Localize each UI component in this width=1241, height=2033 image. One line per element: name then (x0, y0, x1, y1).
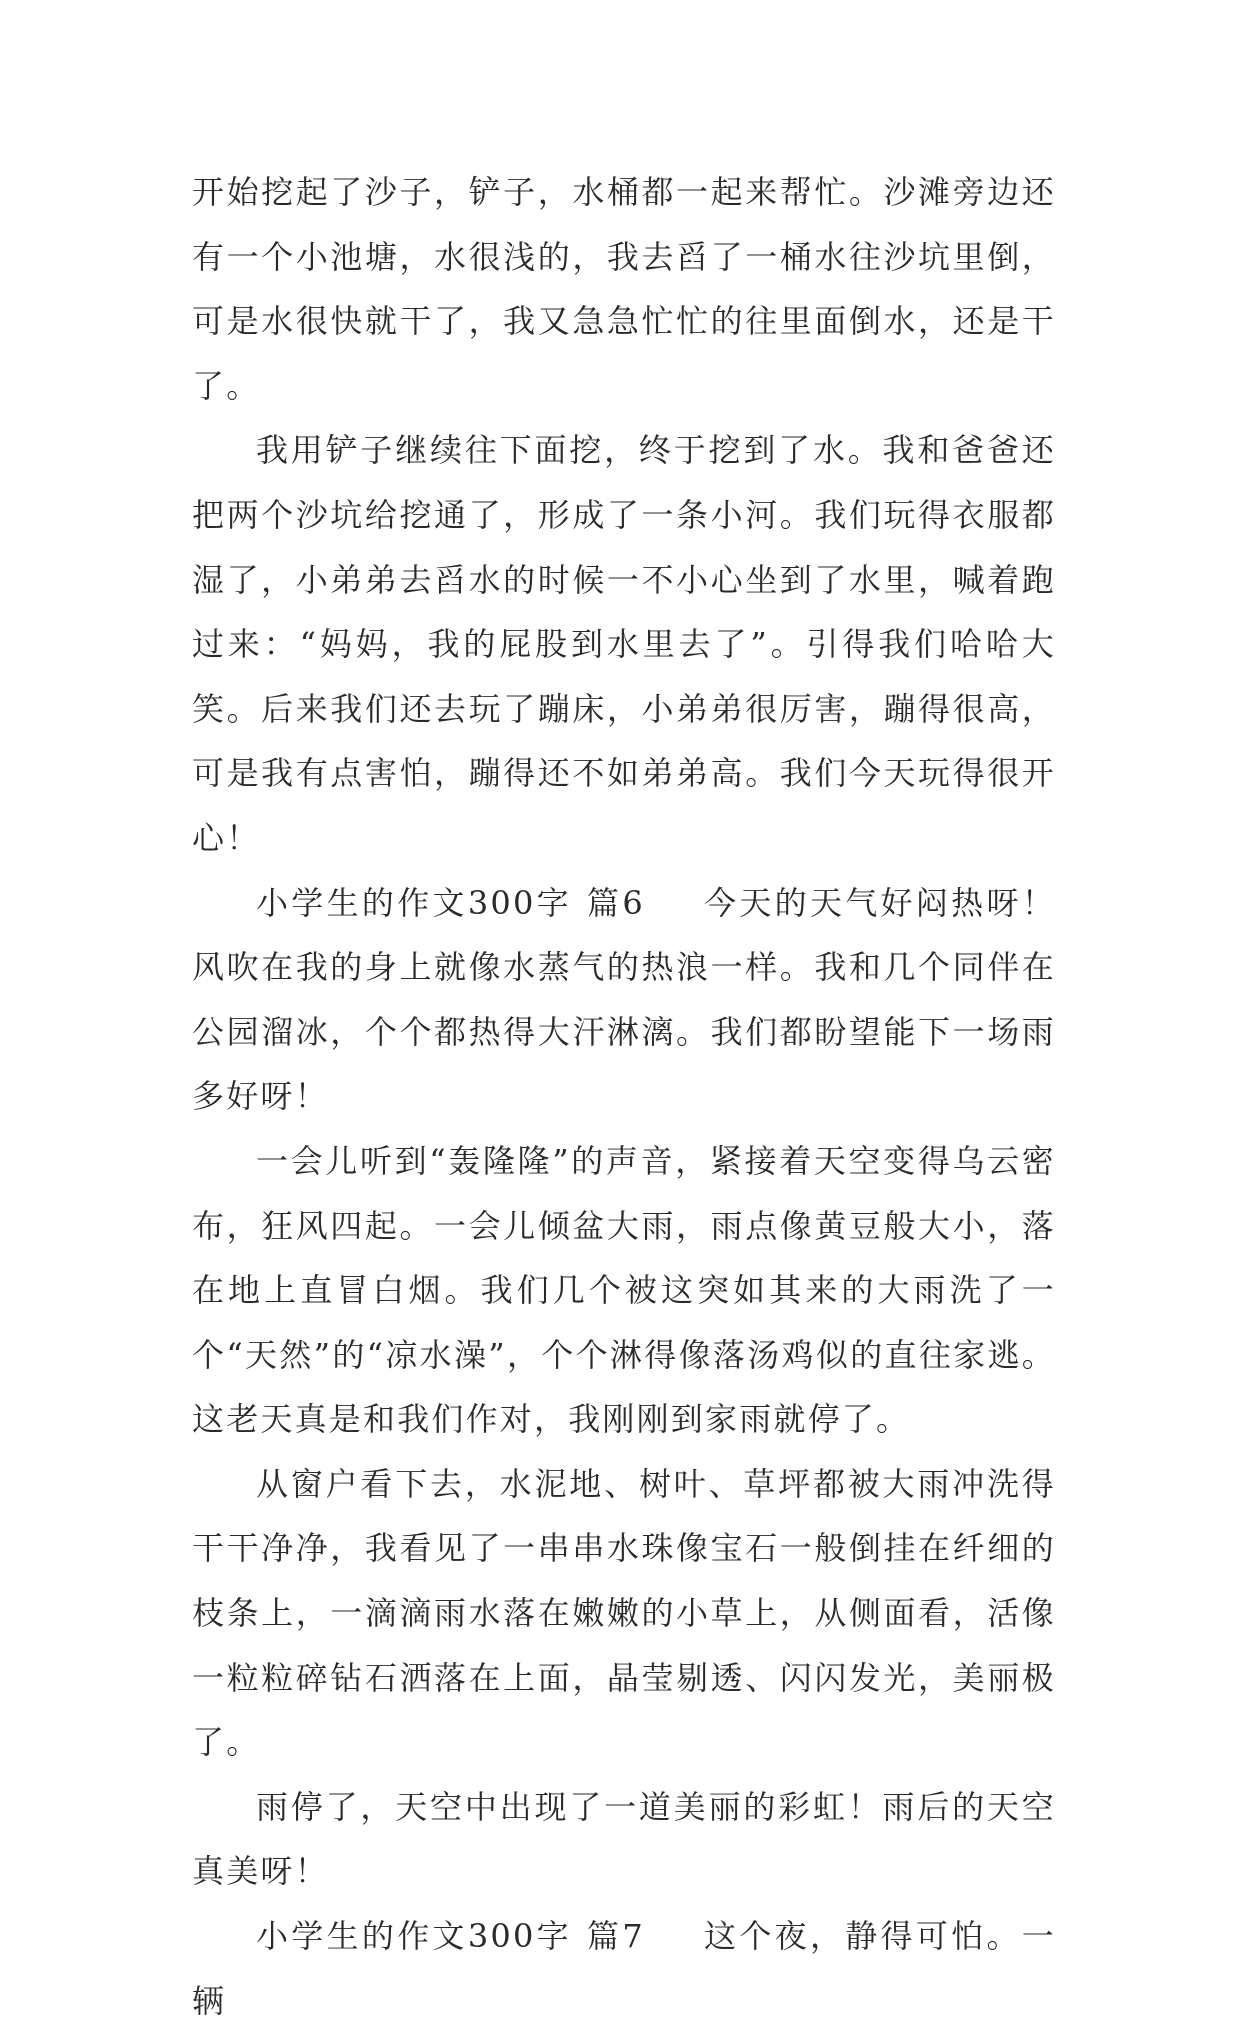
section-6-intro (192, 871, 1056, 1129)
section-6-paragraph-3: 雨停了，天空中出现了一道美丽的彩虹！雨后的天空真美呀！ (192, 1787, 1056, 1891)
section-6-paragraph-1: 一会儿听到“轰隆隆”的声音，紧接着天空变得乌云密布，狂风四起。一会儿倾盆大雨，雨点像黄豆般大小，落在地上直冒白烟。我们几个被这突如其来的大雨洗了一个“天然”的“凉水澡”，个个淋得像落汤鸡似的直往家逃。这老天真是和我们作对，我刚刚到家雨就停了。 (192, 1141, 1056, 1439)
section-7-title: 小学生的作文300字 (256, 1917, 572, 1956)
document-body (192, 160, 1056, 2033)
section-6-title: 小学生的作文300字 (256, 883, 572, 922)
section-7-first-text: 这个夜，静得可怕。一辆 (192, 1917, 1056, 2020)
section-6-first-text: 今天的天气好闷热呀！风吹在我的身上就像水蒸气的热浪一样。我和几个同伴在公园溜冰，个个都热得大汗淋漓。我们都盼望能下一场雨多好呀！ (192, 883, 1056, 1116)
section-7-intro (192, 1904, 1056, 2033)
paragraph-1: 开始挖起了沙子，铲子，水桶都一起来帮忙。沙滩旁边还有一个小池塘，水很浅的，我去舀了一桶水往沙坑里倒，可是水很快就干了，我又急急忙忙的往里面倒水，还是干了。 (192, 173, 1056, 405)
section-6-paragraph-2: 从窗户看下去，水泥地、树叶、草坪都被大雨冲洗得干干净净，我看见了一串串水珠像宝石一般倒挂在纤细的枝条上，一滴滴雨水落在嫩嫩的小草上，从侧面看，活像一粒粒碎钻石洒落在上面，晶莹剔透、闪闪发光，美丽极了。 (192, 1464, 1056, 1762)
section-7-number: 篇7 (585, 1917, 645, 1956)
section-6-number: 篇6 (585, 883, 645, 922)
paragraph-2: 我用铲子继续往下面挖，终于挖到了水。我和爸爸还把两个沙坑给挖通了，形成了一条小河。我们玩得衣服都湿了，小弟弟去舀水的时候一不小心坐到了水里，喊着跑过来：“妈妈，我的屁股到水里去了”。引得我们哈哈大笑。后来我们还去玩了蹦床，小弟弟很厉害，蹦得很高，可是我有点害怕，蹦得还不如弟弟高。我们今天玩得很开心！ (192, 431, 1056, 857)
